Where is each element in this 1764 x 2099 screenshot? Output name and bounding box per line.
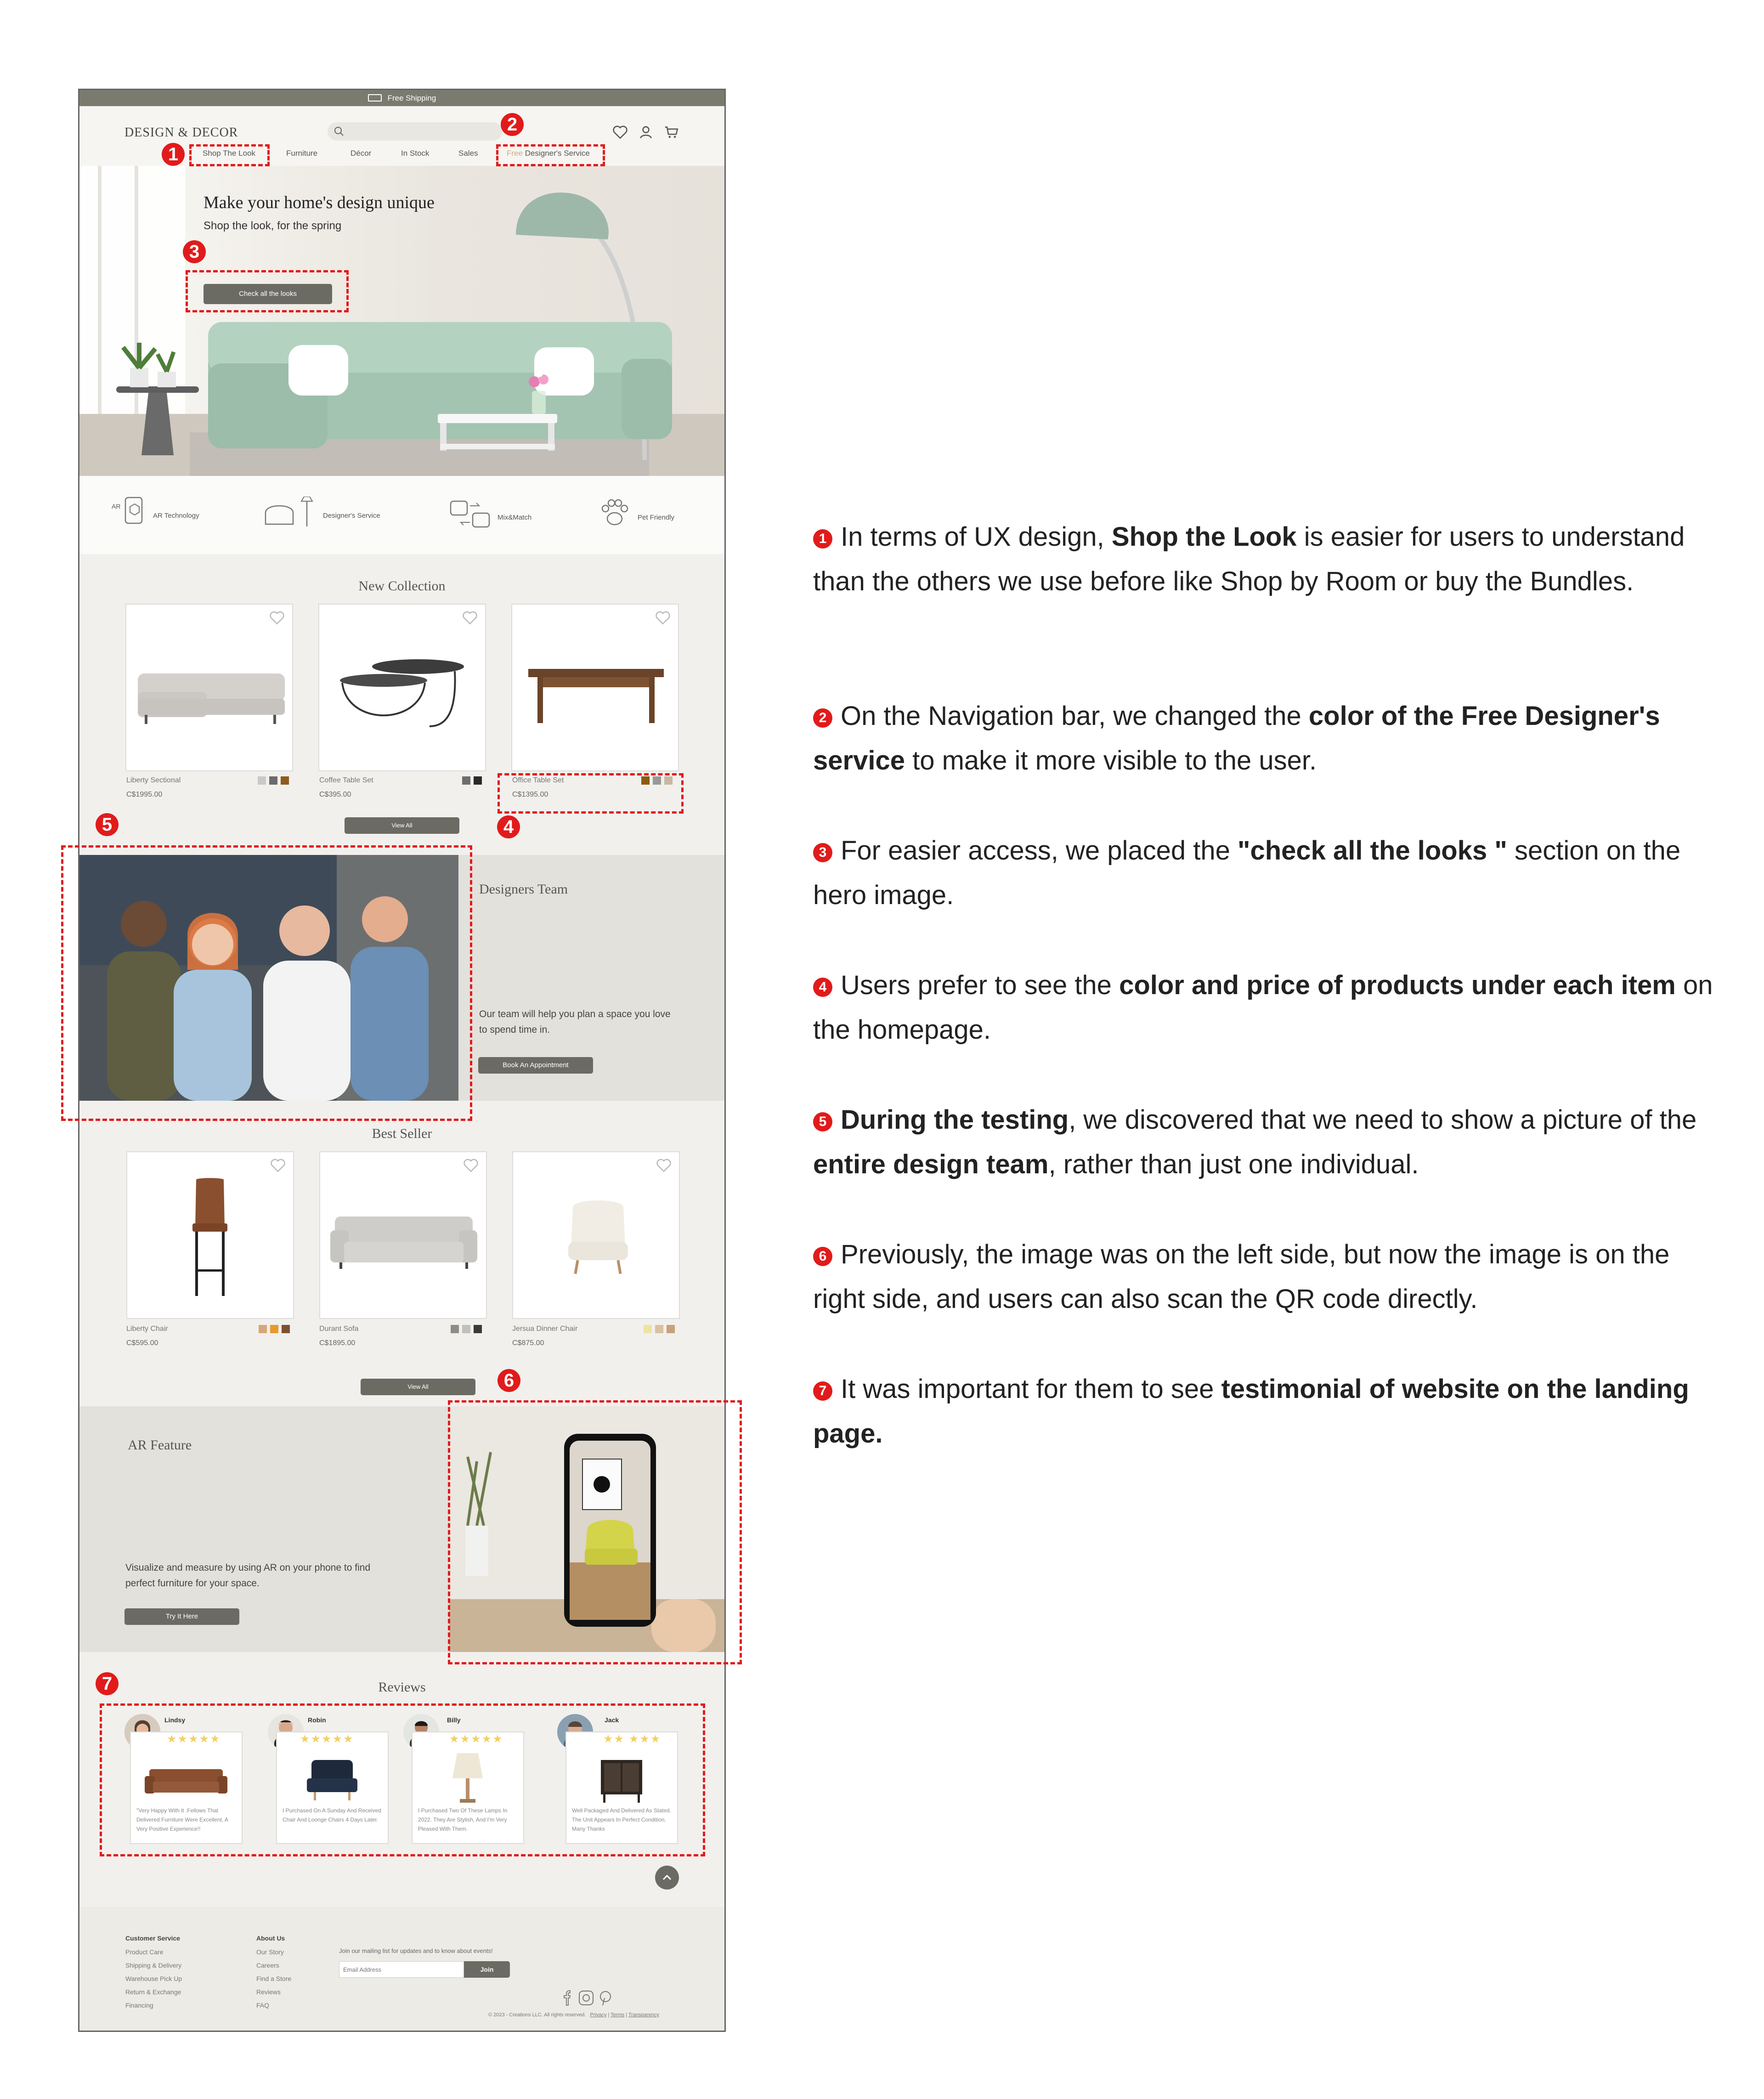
nav-furniture[interactable]: Furniture	[286, 149, 318, 158]
note-text-segment: During the testing	[841, 1105, 1069, 1135]
reviewer-name: Billy	[447, 1716, 461, 1724]
annotation-note-2	[813, 694, 1713, 783]
best-seller-title: Best Seller	[372, 1126, 432, 1141]
review-text: "Very Happy With It .Fellows That Delivered Furniture Were Excellent, A Very Positive Experience!!	[136, 1807, 228, 1832]
review-text: I Purchased On A Sunday And Received Chair And Loonge Chairs 4 Days Later.	[283, 1807, 381, 1823]
copyright-text: © 2023 - Creations LLC. All rights reserved.	[488, 2012, 586, 2018]
note-badge-1: 1	[813, 529, 832, 549]
note-text-segment: , rather than just one individual.	[1048, 1149, 1419, 1179]
color-swatch[interactable]	[269, 776, 277, 785]
footer-customer-service-title: Customer Service	[125, 1935, 181, 1942]
color-swatch[interactable]	[667, 1325, 675, 1333]
annotation-box-5	[61, 845, 472, 1121]
product-name[interactable]: Office Table Set	[512, 776, 564, 784]
product-price: C$1995.00	[126, 791, 163, 798]
color-swatch[interactable]	[259, 1325, 267, 1333]
reviews-title: Reviews	[378, 1680, 426, 1695]
note-text-segment: Previously, the image was on the left side, but now the image is on the right side, and users can also scan the QR code directly.	[813, 1239, 1670, 1314]
designers-team-text: Our team will help you plan a space you love to spend time in.	[479, 1009, 671, 1035]
annotation-badge-7: 7	[96, 1672, 119, 1695]
note-badge-2: 2	[813, 708, 832, 728]
feature-designers-service: Designer's Service	[323, 512, 380, 520]
color-swatch[interactable]	[474, 776, 482, 785]
user-icon[interactable]	[638, 124, 654, 140]
join-button[interactable]: Join	[464, 1961, 510, 1978]
product-price: C$395.00	[319, 791, 351, 798]
product-card[interactable]	[126, 1151, 294, 1319]
note-text-segment: to make it more visible to the user.	[905, 746, 1317, 775]
annotation-badge-6: 6	[498, 1369, 520, 1392]
color-swatch[interactable]	[644, 1325, 652, 1333]
facebook-icon[interactable]	[564, 1991, 570, 2005]
heart-icon[interactable]	[270, 1158, 286, 1173]
product-name[interactable]: Liberty Sectional	[126, 776, 181, 784]
paw-icon	[599, 497, 631, 529]
note-text-segment: In terms of UX design,	[841, 522, 1112, 552]
note-text-segment: "check all the looks "	[1237, 836, 1507, 866]
footer-legal: © 2023 - Creations LLC. All rights reserved. Privacy | Terms | Transparency	[488, 2012, 659, 2018]
ar-technology-icon	[122, 497, 147, 524]
review-text: Well Packaged And Delivered As Stated. The Unit Appears In Perfect Condition. Many Thanks	[572, 1807, 671, 1832]
annotation-box-1	[189, 144, 270, 166]
annotation-badge-3: 3	[183, 240, 206, 263]
note-text-segment: It was important for them to see	[841, 1374, 1221, 1404]
view-all-best-seller-button[interactable]: View All	[361, 1379, 475, 1395]
note-text-segment: Shop the Look	[1111, 522, 1297, 552]
footer-link[interactable]: Return & Exchange	[125, 1988, 181, 1996]
product-name[interactable]: Liberty Chair	[126, 1325, 168, 1333]
annotation-badge-1: 1	[162, 143, 185, 166]
annotation-badge-4: 4	[497, 815, 520, 838]
transparency-link[interactable]: Transparency	[628, 2012, 659, 2018]
book-appointment-button[interactable]: Book An Appointment	[478, 1057, 593, 1074]
product-card[interactable]	[512, 1151, 680, 1319]
view-all-new-collection-button[interactable]: View All	[345, 817, 459, 834]
footer-link[interactable]: Our Story	[256, 1948, 284, 1956]
note-text-segment: color of the Free Designer's service	[813, 701, 1660, 775]
product-price: C$595.00	[126, 1339, 158, 1347]
ar-tag: AR	[112, 503, 121, 510]
heart-icon[interactable]	[463, 1158, 479, 1173]
coffee-table-image	[338, 657, 471, 731]
note-text-segment: entire design team	[813, 1149, 1049, 1179]
note-badge-5: 5	[813, 1112, 832, 1132]
feature-ar-technology: AR Technology	[153, 512, 199, 520]
hero-title: Make your home's design unique	[204, 193, 435, 212]
color-swatch[interactable]	[281, 776, 289, 785]
footer-link[interactable]: Careers	[256, 1962, 279, 1969]
footer-link[interactable]: Shipping & Delivery	[125, 1962, 182, 1969]
annotation-box-3	[186, 270, 349, 312]
nav-decor[interactable]: Décor	[351, 149, 372, 158]
note-text-segment: on the homepage.	[813, 970, 1713, 1045]
new-collection-title: New Collection	[358, 578, 446, 594]
product-price: C$1895.00	[319, 1339, 356, 1347]
note-text-segment: For easier access, we placed the	[841, 836, 1238, 866]
designers-team-title: Designers Team	[479, 882, 568, 897]
heart-icon[interactable]	[269, 610, 285, 626]
search-input[interactable]	[328, 122, 502, 141]
note-text-segment: On the Navigation bar, we changed the	[841, 701, 1309, 731]
footer-about-us-title: About Us	[256, 1935, 285, 1942]
product-card[interactable]	[125, 604, 293, 771]
color-swatch[interactable]	[474, 1325, 482, 1333]
instagram-icon[interactable]	[579, 1991, 593, 2005]
dinner-chair-image	[564, 1198, 633, 1276]
product-price: C$1395.00	[512, 791, 548, 798]
note-badge-6: 6	[813, 1247, 832, 1266]
product-name[interactable]: Jersua Dinner Chair	[512, 1325, 578, 1333]
note-text-segment: is easier for users to understand than the others we use before like Shop by Room or buy the Bundles.	[813, 522, 1685, 596]
free-shipping-text: Free Shipping	[387, 94, 436, 102]
product-price: C$875.00	[512, 1339, 544, 1347]
note-badge-4: 4	[813, 978, 832, 997]
hero-banner	[79, 166, 724, 476]
heart-icon[interactable]	[612, 124, 628, 140]
note-text-segment: section on the hero image.	[813, 836, 1681, 910]
hero-subtitle: Shop the look, for the spring	[204, 220, 342, 232]
color-swatch[interactable]	[655, 1325, 663, 1333]
footer-link[interactable]: Financing	[125, 2002, 153, 2009]
star-rating: ★★ ★★★	[603, 1733, 662, 1745]
footer-link[interactable]: Product Care	[125, 1948, 164, 1956]
reviewer-name: Lindsy	[164, 1716, 186, 1724]
features-strip	[79, 476, 724, 554]
note-badge-3: 3	[813, 843, 832, 862]
annotation-box-6	[448, 1400, 742, 1664]
color-swatch[interactable]	[258, 776, 266, 785]
annotation-note-6	[813, 1232, 1713, 1321]
back-to-top-button[interactable]	[655, 1866, 679, 1890]
nav-sales[interactable]: Sales	[458, 149, 478, 158]
site-footer	[79, 1907, 724, 2032]
heart-icon[interactable]	[656, 1158, 672, 1173]
color-swatch[interactable]	[282, 1325, 290, 1333]
ar-feature-title: AR Feature	[128, 1437, 192, 1453]
heart-icon[interactable]	[655, 610, 671, 626]
footer-link[interactable]: Find a Store	[256, 1975, 292, 1982]
try-it-here-button[interactable]: Try It Here	[124, 1608, 239, 1625]
feature-pet-friendly: Pet Friendly	[638, 514, 675, 521]
ar-feature-text: Visualize and measure by using AR on your phone to find perfect furniture for your space.	[125, 1562, 371, 1589]
color-swatch[interactable]	[451, 1325, 459, 1333]
annotation-note-7	[813, 1367, 1713, 1456]
color-swatch[interactable]	[462, 776, 470, 785]
note-text-segment: testimonial of website on the landing page.	[813, 1374, 1689, 1448]
annotation-note-5	[813, 1098, 1713, 1187]
note-badge-7: 7	[813, 1381, 832, 1401]
footer-link[interactable]: FAQ	[256, 2002, 270, 2009]
footer-link[interactable]: Warehouse Pick Up	[125, 1975, 182, 1982]
nav-free-label: Free	[507, 149, 523, 158]
reviewer-name: Robin	[308, 1716, 326, 1724]
annotation-note-1	[813, 515, 1713, 604]
annotation-note-3	[813, 828, 1713, 917]
annotation-badge-2: 2	[501, 113, 524, 136]
terms-link[interactable]: Terms	[611, 2012, 625, 2018]
email-field[interactable]	[339, 1961, 464, 1978]
product-card[interactable]	[319, 1151, 487, 1319]
annotation-box-2	[496, 144, 605, 166]
note-text-segment: , we discovered that we need to show a picture of the	[1069, 1105, 1697, 1135]
nav-designer-service-label: Designer's Service	[522, 149, 590, 158]
annotation-box-4	[498, 773, 684, 814]
note-text-segment: color and price of products under each item	[1119, 970, 1676, 1000]
site-logo[interactable]: DESIGN & DECOR	[124, 125, 238, 140]
heart-icon[interactable]	[462, 610, 478, 626]
pinterest-icon[interactable]	[600, 1992, 611, 2005]
product-name[interactable]: Coffee Table Set	[319, 776, 373, 784]
product-name[interactable]: Durant Sofa	[319, 1325, 359, 1333]
free-shipping-bar	[79, 90, 724, 106]
product-card[interactable]	[511, 604, 679, 771]
chevron-up-icon	[655, 1866, 679, 1890]
cart-icon[interactable]	[664, 124, 679, 140]
search-icon	[334, 126, 344, 136]
social-icons	[562, 1990, 612, 2006]
nav-shop-the-look[interactable]: Shop The Look	[203, 149, 255, 158]
annotation-box-7	[100, 1703, 705, 1856]
product-card[interactable]	[318, 604, 486, 771]
durant-sofa-image	[330, 1212, 477, 1272]
star-rating: ★★★★★	[449, 1733, 503, 1745]
star-rating: ★★★★★	[167, 1733, 221, 1745]
reviewer-name: Jack	[605, 1716, 619, 1724]
annotation-note-4	[813, 963, 1713, 1052]
review-text: I Purchased Two Of These Lamps In 2022. They Are Stylish, And I'm Very Pleased With Them.	[418, 1807, 508, 1832]
designer-service-icon	[261, 497, 321, 529]
office-table-image	[526, 664, 666, 729]
star-rating: ★★★★★	[300, 1733, 354, 1745]
check-all-looks-button[interactable]: Check all the looks	[204, 284, 332, 304]
privacy-link[interactable]: Privacy	[590, 2012, 607, 2018]
nav-in-stock[interactable]: In Stock	[401, 149, 430, 158]
truck-icon	[368, 94, 382, 102]
bar-chair-image	[187, 1177, 233, 1297]
mix-match-icon	[447, 497, 493, 531]
sectional-sofa-image	[131, 655, 289, 729]
footer-link[interactable]: Reviews	[256, 1988, 281, 1996]
color-swatch[interactable]	[270, 1325, 278, 1333]
annotation-badge-5: 5	[96, 813, 119, 836]
note-text-segment: Users prefer to see the	[841, 970, 1119, 1000]
mailing-list-text: Join our mailing list for updates and to know about events!	[339, 1947, 493, 1954]
color-swatch[interactable]	[462, 1325, 470, 1333]
feature-mix-match: Mix&Match	[498, 514, 532, 521]
